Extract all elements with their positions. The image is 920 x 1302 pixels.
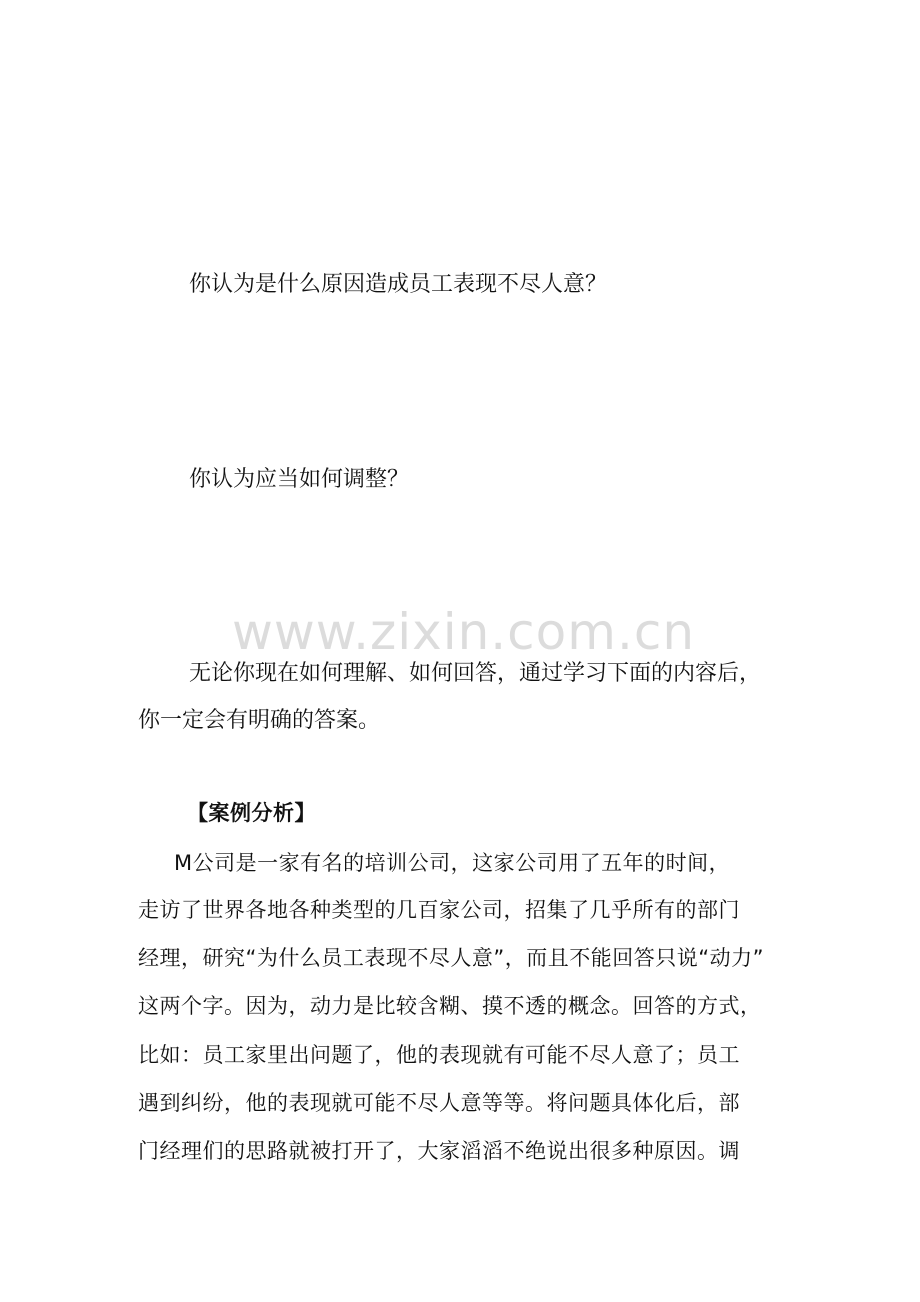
question-cause: 你认为是什么原因造成员工表现不尽人意？ <box>189 272 608 297</box>
watermark: www.zixin.com.cn <box>232 603 696 661</box>
case-paragraph-line: 经理，研究“为什么员工表现不尽人意”，而且不能回答只说“动力” <box>138 946 765 970</box>
case-paragraph-line: 比如：员工家里出问题了，他的表现就有可能不尽人意了；员工 <box>138 1043 740 1067</box>
case-paragraph-line: 走访了世界各地各种类型的几百家公司，招集了几乎所有的部门 <box>138 898 740 922</box>
case-paragraph-line: M公司是一家有名的培训公司，这家公司用了五年的时间， <box>174 851 731 875</box>
case-paragraph-line: 遇到纠纷，他的表现就可能不尽人意等等。将问题具体化后，部 <box>138 1091 740 1115</box>
intro-line-1: 无论你现在如何理解、如何回答，通过学习下面的内容后， <box>189 661 762 686</box>
case-paragraph-line: 这两个字。因为，动力是比较含糊、摸不透的概念。回答的方式， <box>138 994 762 1018</box>
question-adjust: 你认为应当如何调整？ <box>189 467 410 492</box>
case-heading: 【案例分析】 <box>187 801 316 825</box>
case-paragraph-line: 门经理们的思路就被打开了，大家滔滔不绝说出很多种原因。调 <box>138 1139 740 1163</box>
intro-line-2: 你一定会有明确的答案。 <box>138 708 381 733</box>
